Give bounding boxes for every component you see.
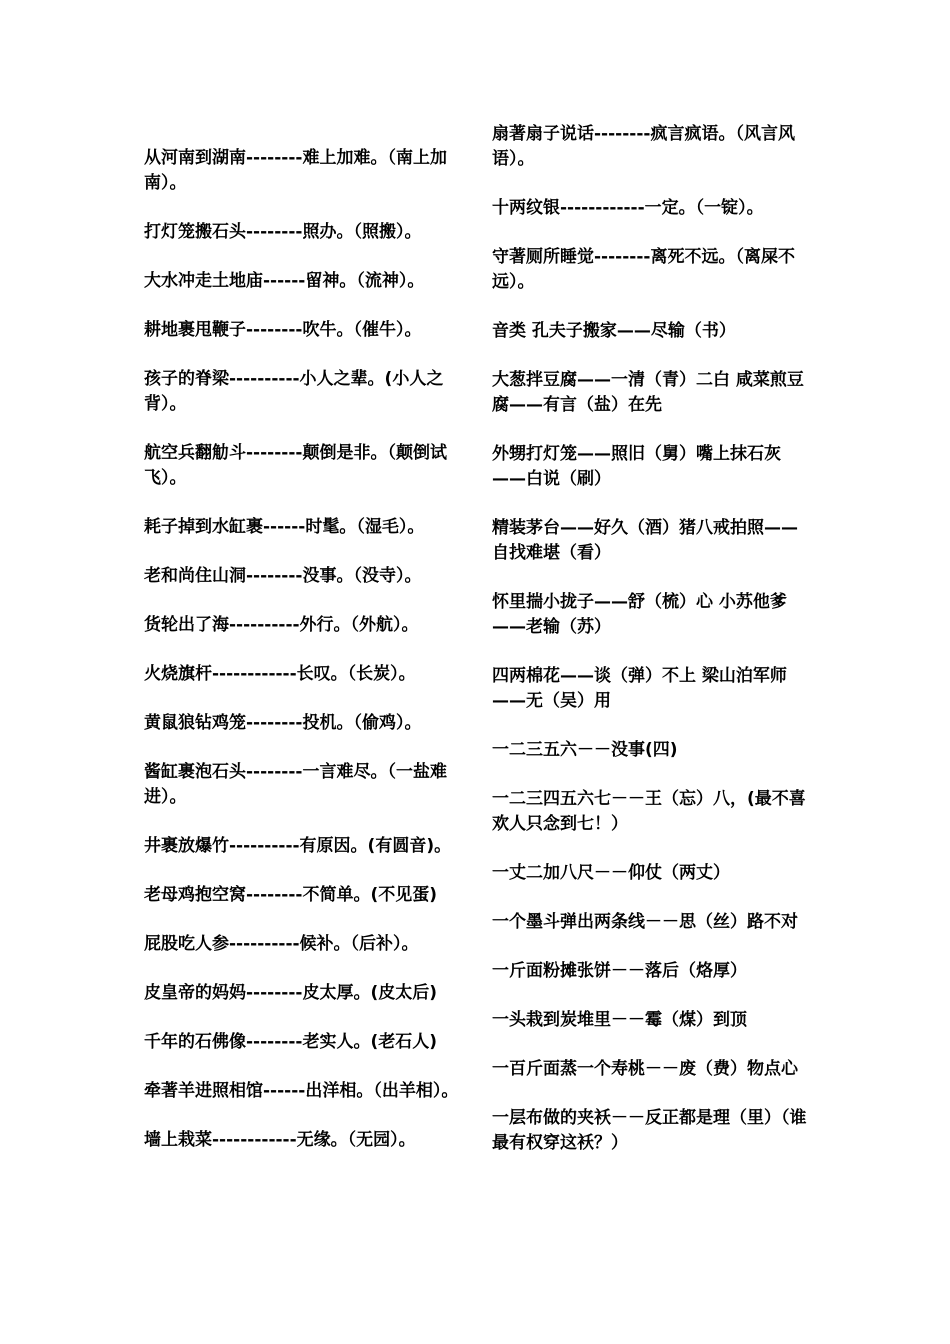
xiehouyu-entry: 墙上栽菜------------无缘。（无园）。: [144, 1130, 416, 1150]
xiehouyu-entry: 火烧旗杆------------长叹。（长炭）。: [144, 664, 416, 684]
xiehouyu-entry: 四两棉花——谈（弹）不上 梁山泊军师——无（吴）用: [492, 666, 787, 711]
xiehouyu-entry: 从河南到湖南--------难上加难。（南上加南）。: [144, 148, 447, 193]
xiehouyu-entry: 老和尚住山洞--------没事。（没寺）。: [144, 566, 422, 586]
xiehouyu-entry: 井裹放爆竹----------有原因。(有圆音)。: [144, 836, 452, 856]
xiehouyu-entry: 音类 孔夫子搬家——尽输（书）: [492, 321, 736, 341]
xiehouyu-entry: 十两纹银------------一定。（一锭）。: [492, 198, 764, 218]
xiehouyu-entry: 牵著羊进照相馆------出洋相。（出羊相）。: [144, 1081, 459, 1101]
right-column: [492, 122, 814, 1180]
xiehouyu-entry: 皮皇帝的妈妈--------皮太厚。(皮太后): [144, 983, 437, 1003]
xiehouyu-entry: 一层布做的夹袄－－反正都是理（里）（谁最有权穿这袄？）: [492, 1108, 807, 1153]
xiehouyu-entry: 老母鸡抱空窝--------不简单。(不见蛋): [144, 885, 437, 905]
xiehouyu-entry: 耗子掉到水缸裹------时髦。（湿毛）。: [144, 517, 425, 537]
xiehouyu-entry: 孩子的脊梁----------小人之辈。(小人之背）。: [144, 369, 444, 414]
xiehouyu-entry: 千年的石佛像--------老实人。(老石人): [144, 1032, 437, 1052]
xiehouyu-entry: 守著厕所睡觉--------离死不远。（离屎不远）。: [492, 247, 795, 292]
xiehouyu-entry: 黄鼠狼钻鸡笼--------投机。（偷鸡）。: [144, 713, 422, 733]
xiehouyu-entry: 一斤面粉摊张饼－－落后（烙厚）: [492, 961, 747, 981]
xiehouyu-entry: 打灯笼搬石头--------照办。（照搬）。: [144, 222, 422, 242]
xiehouyu-entry: 一丈二加八尺－－仰仗（两丈）: [492, 863, 730, 883]
left-column: [144, 146, 466, 1177]
xiehouyu-entry: 一个墨斗弹出两条线－－思（丝）路不对: [492, 912, 798, 932]
xiehouyu-entry: 一二三五六－－没事(四): [492, 740, 678, 760]
xiehouyu-entry: 一百斤面蒸一个寿桃－－废（费）物点心: [492, 1059, 798, 1079]
xiehouyu-entry: 大葱拌豆腐——一清（青）二白 咸菜煎豆腐——有言（盐）在先: [492, 370, 804, 415]
xiehouyu-entry: 耕地裹甩鞭子--------吹牛。（催牛）。: [144, 320, 422, 340]
xiehouyu-entry: 大水冲走土地庙------留神。（流神）。: [144, 271, 425, 291]
xiehouyu-entry: 扇著扇子说话--------疯言疯语。（风言风语）。: [492, 124, 795, 169]
xiehouyu-entry: 精装茅台——好久（酒）猪八戒拍照——自找难堪（看）: [492, 518, 798, 563]
xiehouyu-entry: 货轮出了海----------外行。（外航）。: [144, 615, 419, 635]
xiehouyu-entry: 外甥打灯笼——照旧（舅）嘴上抹石灰——白说（刷）: [492, 444, 781, 489]
xiehouyu-entry: 屁股吃人参----------候补。（后补）。: [144, 934, 419, 954]
xiehouyu-entry: 酱缸裹泡石头--------一言难尽。（一盐难进）。: [144, 762, 447, 807]
xiehouyu-entry: 一二三四五六七－－王（忘）八，(最不喜欢人只念到七！）: [492, 789, 806, 834]
xiehouyu-entry: 航空兵翻觔斗--------颠倒是非。（颠倒试飞）。: [144, 443, 447, 488]
xiehouyu-entry: 怀里揣小拢子——舒（梳）心 小苏他爹——老输（苏）: [492, 592, 787, 637]
xiehouyu-entry: 一头栽到炭堆里－－霉（煤）到顶: [492, 1010, 747, 1030]
